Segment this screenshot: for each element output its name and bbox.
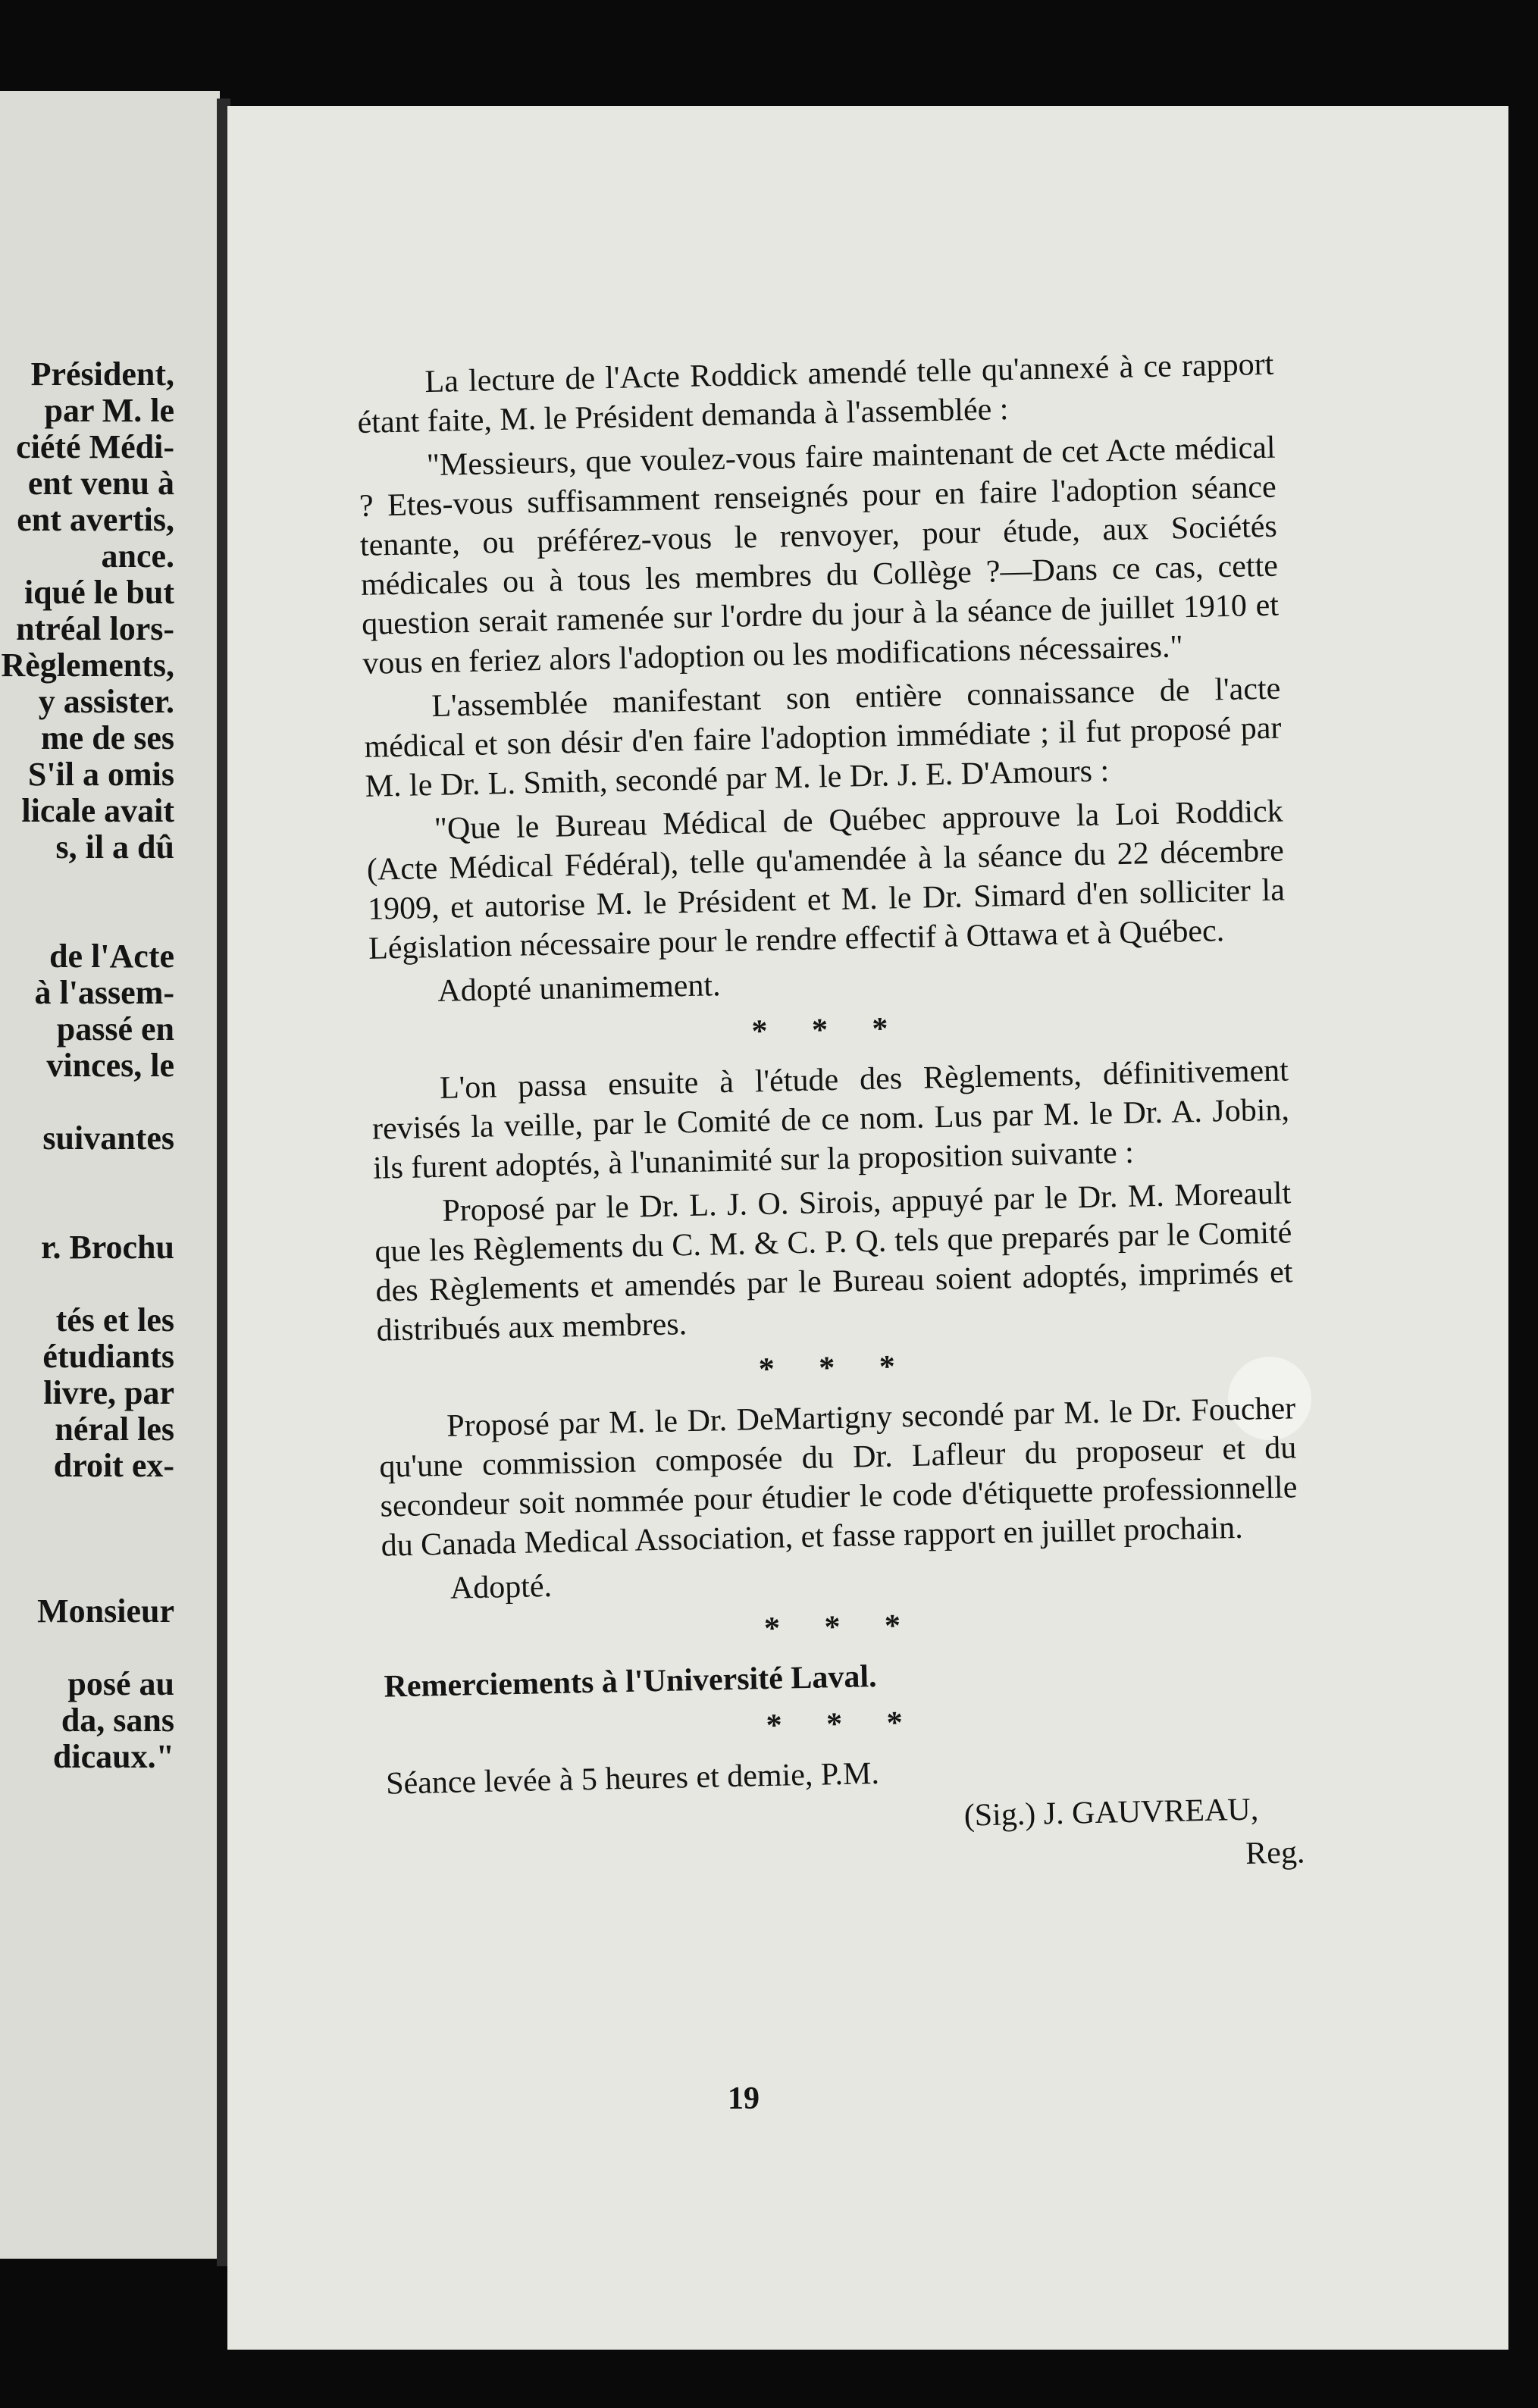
seance-levee: Séance levée à 5 heures et demie, P.M. bbox=[385, 1755, 880, 1802]
section-separator: * * * bbox=[758, 1348, 914, 1388]
left-page-line: Monsieur bbox=[37, 1592, 174, 1630]
left-page-line: dicaux." bbox=[52, 1738, 174, 1775]
paragraph-sirois-proposal: Proposé par le Dr. L. J. O. Sirois, appuyé par le Dr. M. Moreault que les Règlements du C. M. & C. P. Q. tels que preparés par le Comité des Règlements et amendés par le Bureau soient adoptés, imprimés et distribués aux membres. bbox=[374, 1176, 1293, 1348]
section-separator: * * * bbox=[751, 1011, 907, 1050]
left-page-line: ent avertis, bbox=[17, 501, 174, 538]
signature: (Sig.) J. GAUVREAU, bbox=[963, 1792, 1259, 1833]
paragraph-demartigny-proposal: Proposé par M. le Dr. DeMartigny secondé par M. le Dr. Foucher qu'une commission composée du Dr. Lafleur du proposeur et du secondeur soit nommée pour étudier le code d'étiquette professionnelle du Canada Medical Association, et fasse rapport en juillet prochain. bbox=[379, 1391, 1298, 1564]
left-page-line: ent venu à bbox=[27, 465, 174, 502]
left-page bbox=[0, 91, 220, 2259]
left-page-line: me de ses bbox=[41, 719, 174, 756]
section-separator: * * * bbox=[766, 1705, 922, 1744]
left-page-line: de l'Acte bbox=[49, 938, 174, 975]
paragraph-resolution: "Que le Bureau Médical de Québec approuve la Loi Roddick (Acte Médical Fédéral), telle qu'amendée à la séance du 22 décembre 1909, et autorise M. le Président et M. le Dr. Simard d'en solliciter la Législation nécessaire pour le rendre effectif à Ottawa et à Québec. bbox=[366, 794, 1286, 966]
paragraph-president-speech: "Messieurs, que voulez-vous faire maintenant de cet Acte médical ? Etes-vous suffisamment renseignés pour en faire l'adoption séance tenante, ou préférez-vous le renvoyer, pour étude, aux Sociétés médicales ou à tous les membres du Collège ?—Dans ce cas, cette question serait ramenée sur l'ordre du jour à la séance de juillet 1910 et vous en feriez alors l'adoption ou les modifications nécessaires." bbox=[359, 430, 1280, 681]
remerciements: Remerciements à l'Université Laval. bbox=[384, 1659, 877, 1705]
left-page-line: livre, par bbox=[43, 1374, 174, 1411]
left-page-line: ance. bbox=[101, 537, 174, 575]
document-body bbox=[356, 345, 1305, 1896]
left-page-line: posé au bbox=[67, 1665, 174, 1702]
left-page-line: ntréal lors- bbox=[16, 610, 174, 647]
left-page-line: da, sans bbox=[61, 1702, 174, 1739]
adopted: Adopté. bbox=[449, 1568, 553, 1606]
page-number: 19 bbox=[728, 2081, 760, 2116]
left-page-line: iqué le but bbox=[23, 574, 174, 611]
left-page-line: passé en bbox=[56, 1010, 174, 1047]
left-page-line: droit ex- bbox=[53, 1447, 174, 1484]
left-page-line: r. Brochu bbox=[40, 1229, 174, 1266]
left-page-line: Règlements, bbox=[1, 647, 174, 684]
left-page-line: étudiants bbox=[42, 1338, 174, 1375]
left-page-line: tés et les bbox=[55, 1301, 174, 1339]
left-page-line: y assister. bbox=[38, 683, 174, 720]
left-page-line: par M. le bbox=[44, 392, 174, 429]
left-page-line: à l'assem- bbox=[34, 974, 174, 1011]
left-page-line: suivantes bbox=[42, 1119, 174, 1157]
paragraph-reglements: L'on passa ensuite à l'étude des Règlements, définitivement revisés la veille, par le Comité de ce nom. Lus par M. le Dr. A. Jobin, ils furent adoptés, à l'unanimité sur la proposition suivante : bbox=[371, 1053, 1290, 1186]
paragraph-intro: La lecture de l'Acte Roddick amendé telle qu'annexé à ce rapport étant faite, M. le Président demanda à l'assemblée : bbox=[357, 346, 1274, 440]
left-page-line: néral les bbox=[55, 1411, 174, 1448]
left-page-line: Président, bbox=[30, 355, 174, 393]
left-page-line: licale avait bbox=[21, 792, 174, 829]
left-page-line: s, il a dû bbox=[55, 828, 174, 866]
left-page-line: vinces, le bbox=[46, 1047, 174, 1084]
left-page-line: S'il a omis bbox=[27, 756, 174, 793]
registrar-title: Reg. bbox=[1245, 1835, 1305, 1871]
paragraph-assembly: L'assemblée manifestant son entière connaissance de l'acte médical et son désir d'en faire l'adoption immédiate ; il fut proposé par M. le Dr. L. Smith, secondé par M. le Dr. J. E. D'Amours : bbox=[364, 671, 1282, 804]
section-separator: * * * bbox=[763, 1608, 919, 1647]
adopted-unanimously: Adopté unanimement. bbox=[437, 968, 722, 1009]
left-page-line: ciété Médi- bbox=[16, 428, 174, 465]
